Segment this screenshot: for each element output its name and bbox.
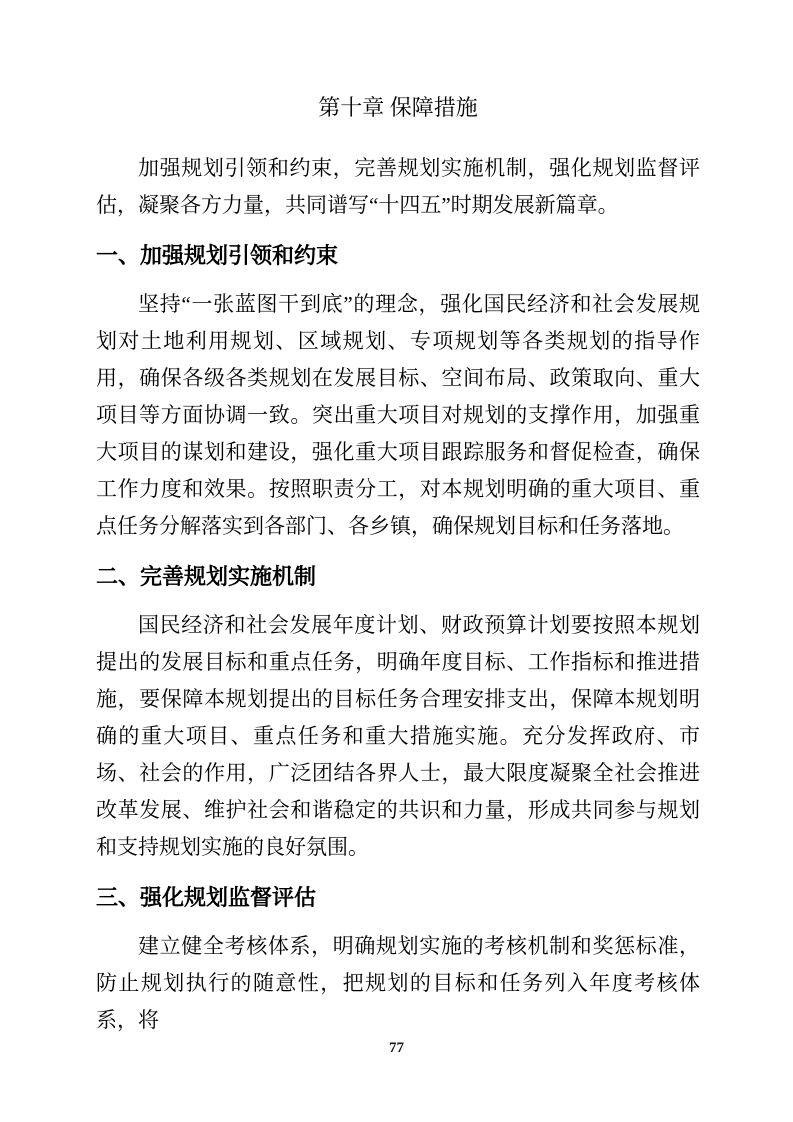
section-2-heading: 二、完善规划实施机制 [96,564,317,589]
intro-paragraph: 加强规划引领和约束，完善规划实施机制，强化规划监督评估，凝聚各方力量，共同谱写“十四五”时期发展新篇章。 [96,156,700,217]
section-3-paragraph: 建立健全考核体系，明确规划实施的考核机制和奖惩标准，防止规划执行的随意性，把规划的目标和任务列入年度考核体系，将 [96,934,700,1032]
chapter-title: 第十章 保障措施 [318,95,478,120]
section-1-heading: 一、加强规划引领和约束 [96,243,339,268]
section-2-paragraph: 国民经济和社会发展年度计划、财政预算计划要按照本规划提出的发展目标和重点任务，明确年度目标、工作指标和推进措施，要保障本规划提出的目标任务合理安排支出，保障本规划明确的重大项目、重点任务和重大措施实施。充分发挥政府、市场、社会的作用，广泛团结各界人士，最大限度凝聚全社会推进改革发展、维护社会和谐稳定的共识和力量，形成共同参与规划和支持规划实施的良好氛围。 [96,613,700,859]
section-3-heading: 三、强化规划监督评估 [96,885,317,910]
page-number: 77 [389,1040,404,1056]
section-1-paragraph: 坚持“一张蓝图干到底”的理念，强化国民经济和社会发展规划对土地利用规划、区域规划、专项规划等各类规划的指导作用，确保各级各类规划在发展目标、空间布局、政策取向、重大项目等方面协调一致。突出重大项目对规划的支撑作用，加强重大项目的谋划和建设，强化重大项目跟踪服务和督促检查，确保工作力度和效果。按照职责分工，对本规划明确的重大项目、重点任务分解落实到各部门、各乡镇，确保规划目标和任务落地。 [96,292,700,538]
